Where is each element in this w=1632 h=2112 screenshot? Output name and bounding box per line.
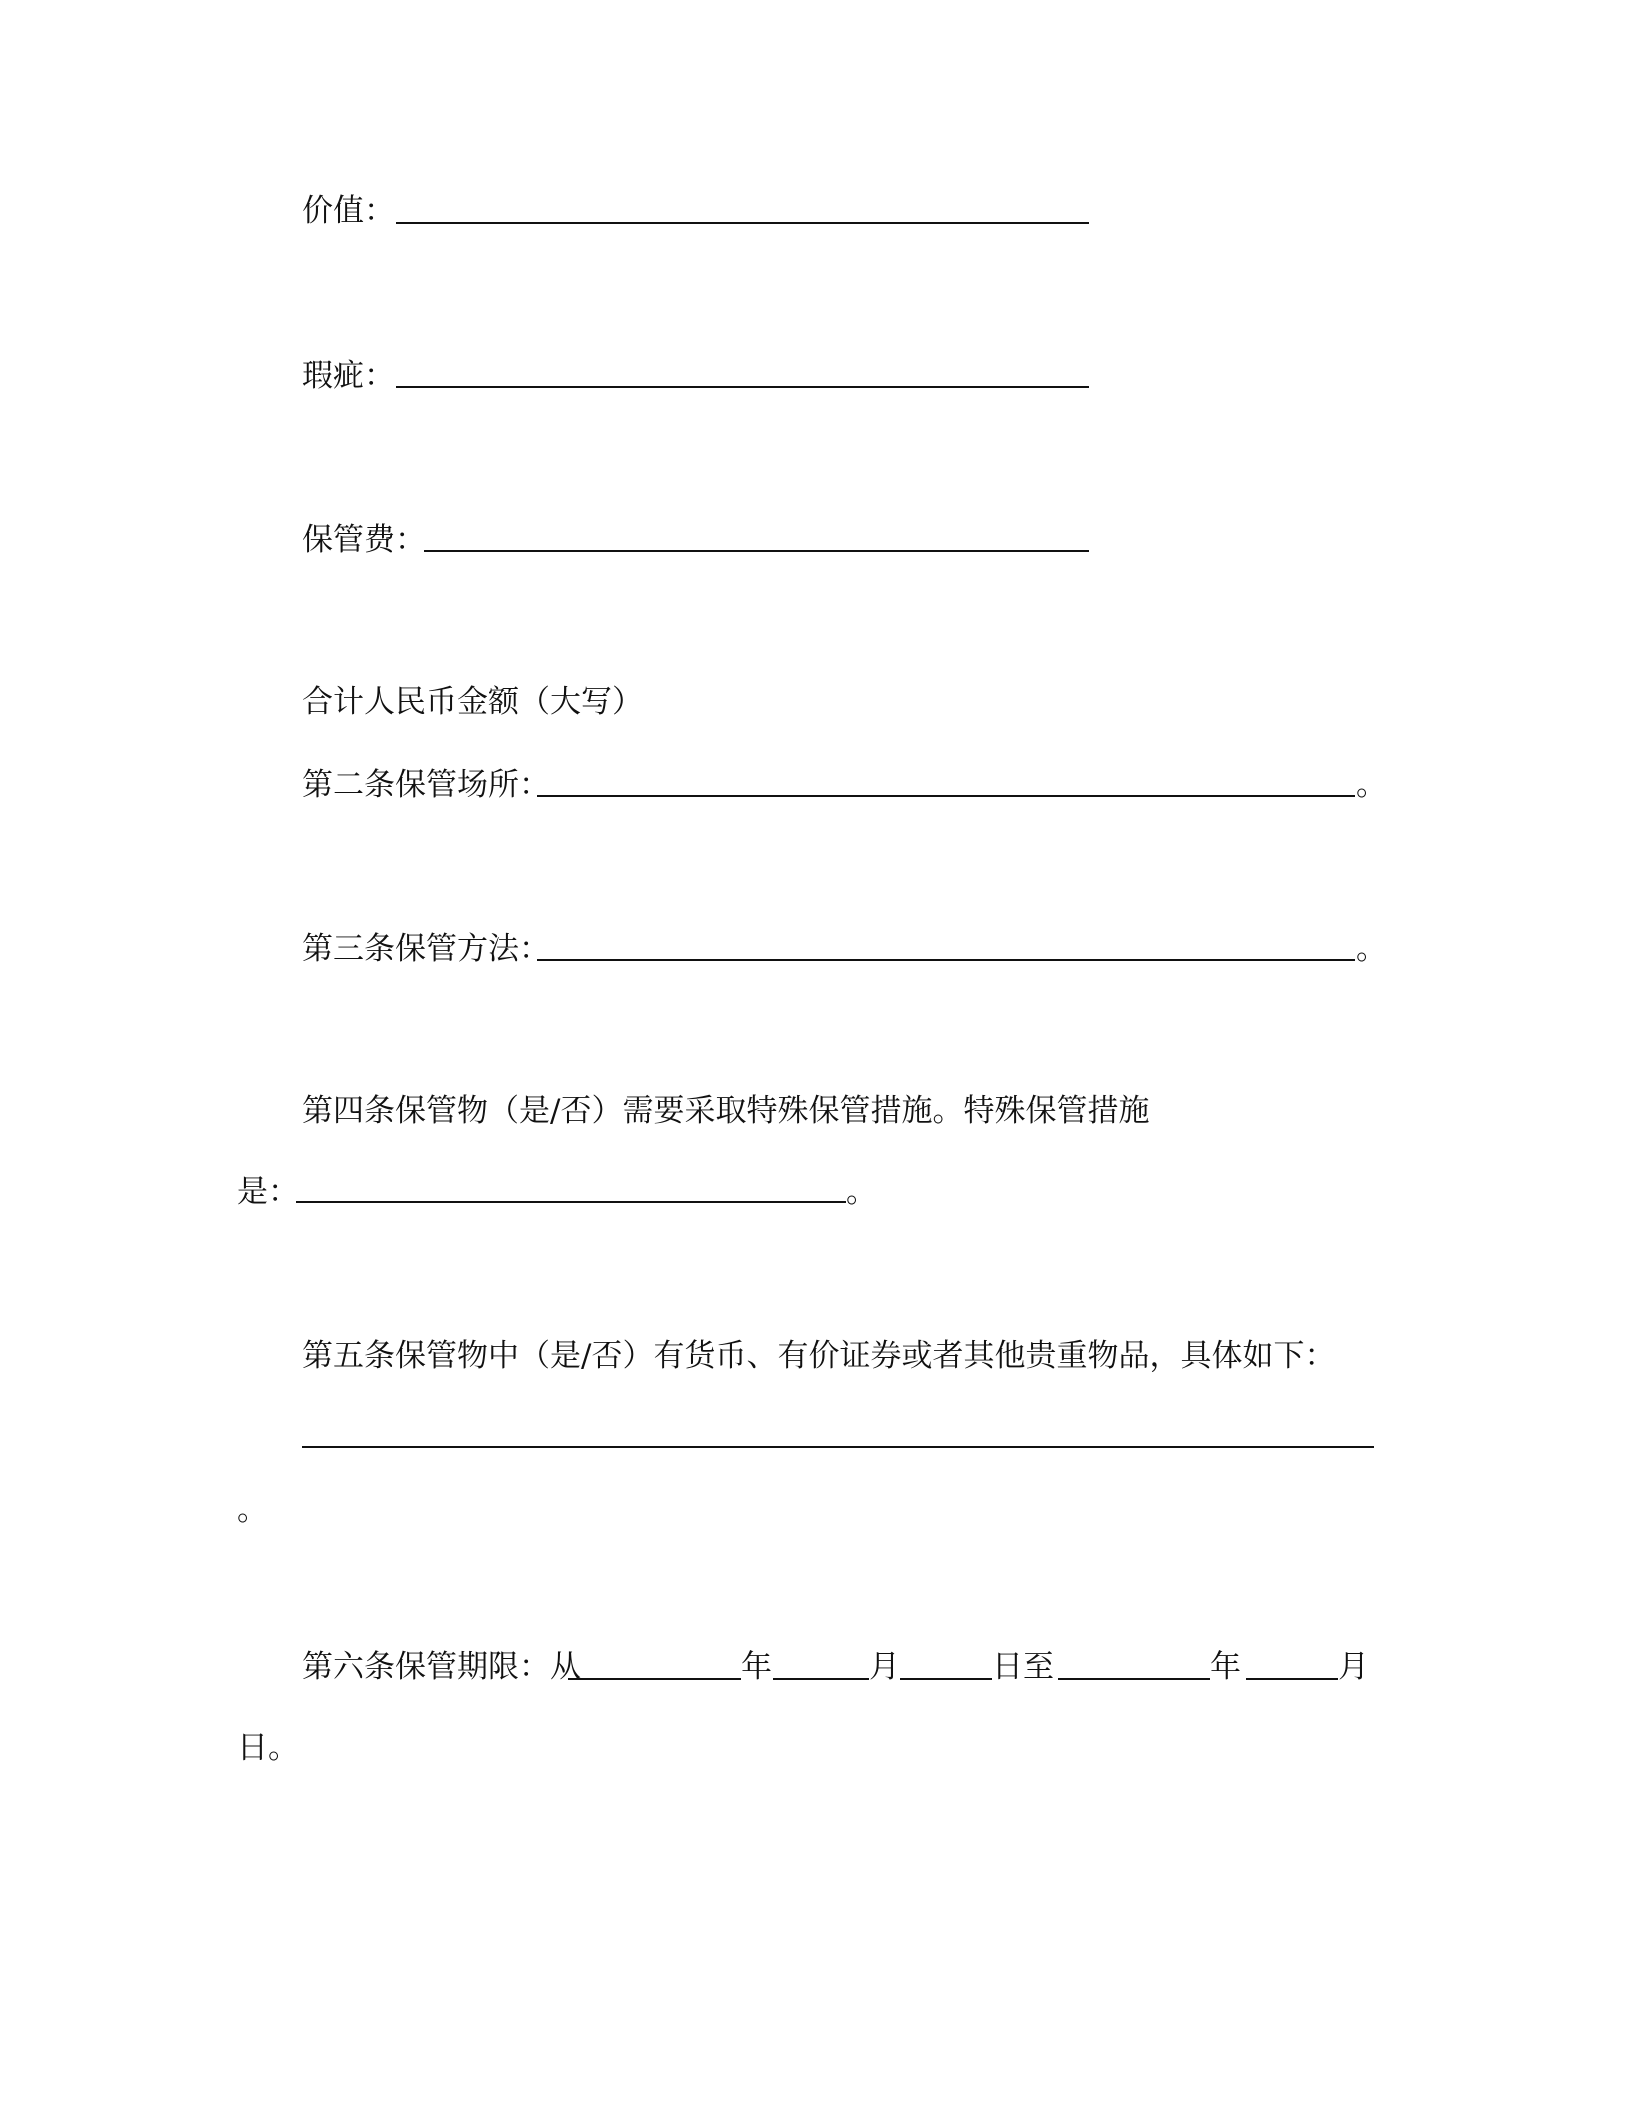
article-3-end: 。	[1356, 931, 1387, 967]
value-blank	[396, 222, 1089, 224]
article-2-blank	[537, 795, 1355, 797]
fee-label: 保管费：	[302, 522, 426, 558]
total-amount-label: 合计人民币金额（大写）	[302, 684, 643, 720]
article-6-day-to-label: 日至	[992, 1649, 1054, 1685]
article-6-year-from-blank	[568, 1678, 741, 1680]
article-6-month-from-blank	[773, 1678, 869, 1680]
article-5-blank	[302, 1446, 1374, 1448]
article-2-label: 第二条保管场所：	[302, 767, 550, 803]
article-6-month-to-label: 月	[1338, 1649, 1369, 1685]
article-3-label: 第三条保管方法：	[302, 931, 550, 967]
fee-blank	[424, 550, 1089, 552]
flaw-blank	[396, 386, 1089, 388]
article-4-blank	[296, 1201, 846, 1203]
article-6-end: 日。	[237, 1730, 299, 1766]
article-6-year-from-label: 年	[741, 1649, 772, 1685]
article-6-day-from-blank	[900, 1678, 992, 1680]
article-4-text: 第四条保管物（是/否）需要采取特殊保管措施。特殊保管措施	[302, 1093, 1150, 1129]
value-label: 价值：	[302, 193, 395, 229]
article-6-month-to-blank	[1246, 1678, 1338, 1680]
article-3-blank	[537, 959, 1355, 961]
article-6-label: 第六条保管期限：从	[302, 1649, 581, 1685]
article-4-end: 。	[846, 1174, 877, 1210]
article-6-month-from-label: 月	[869, 1649, 900, 1685]
article-5-text: 第五条保管物中（是/否）有货币、有价证券或者其他贵重物品，具体如下：	[302, 1338, 1336, 1374]
article-6-year-to-blank	[1058, 1678, 1210, 1680]
flaw-label: 瑕疵：	[302, 358, 395, 394]
article-2-end: 。	[1356, 767, 1387, 803]
article-4-continuation: 是：	[237, 1174, 299, 1210]
article-5-end: 。	[237, 1492, 268, 1528]
article-6-year-to-label: 年	[1210, 1649, 1241, 1685]
